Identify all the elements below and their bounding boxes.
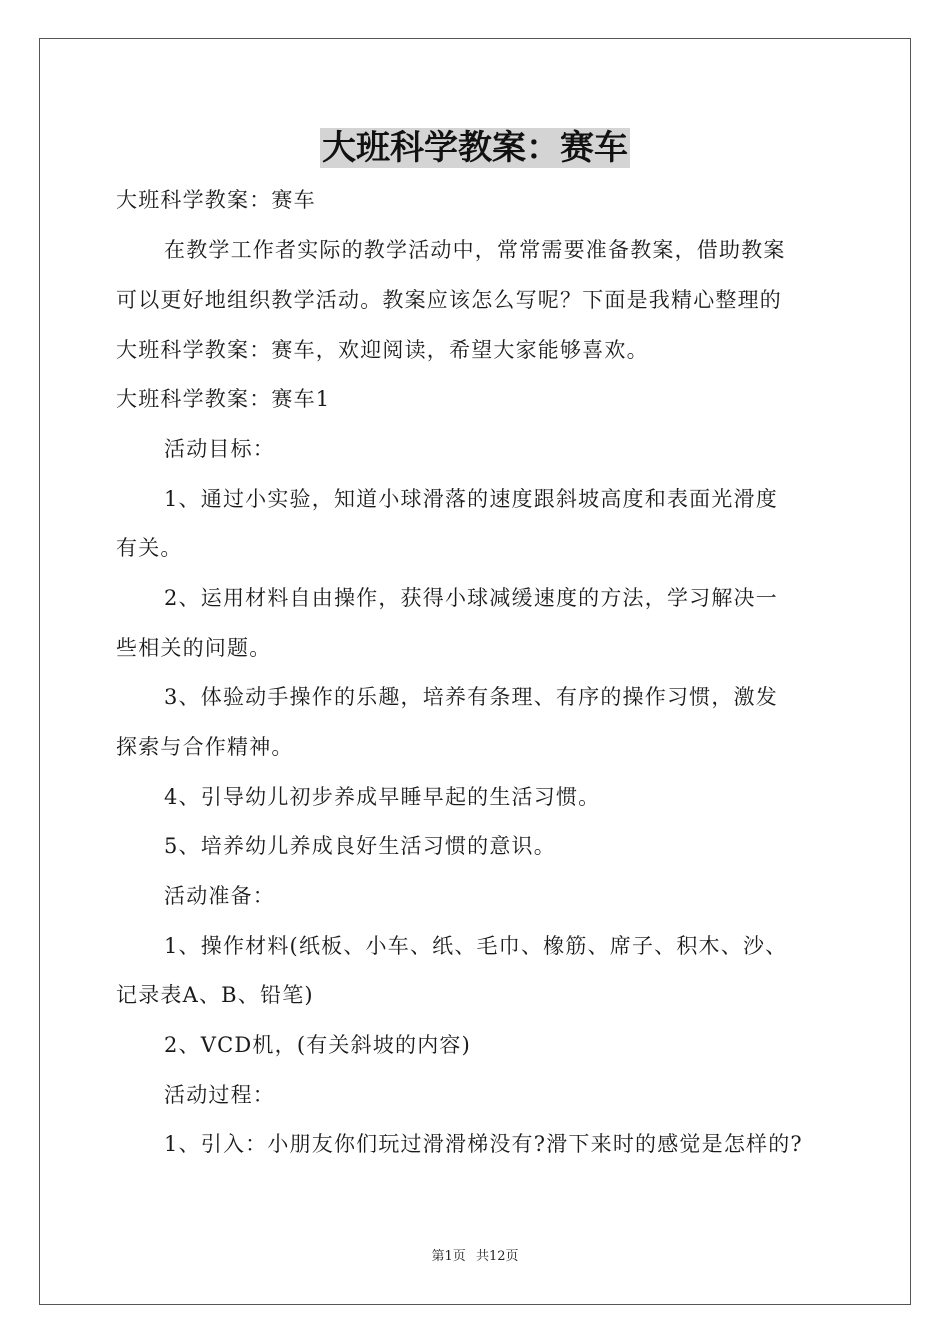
goals-heading: 活动目标： (164, 437, 275, 461)
goal-1-line-2: 有关。 (116, 536, 183, 560)
doc-subtitle: 大班科学教案：赛车 (116, 188, 316, 212)
goal-3-line-2: 探索与合作精神。 (116, 735, 294, 759)
goal-2-line-1: 2、运用材料自由操作，获得小球减缓速度的方法，学习解决一 (164, 586, 778, 610)
goal-2-line-2: 些相关的问题。 (116, 636, 272, 660)
goal-5: 5、培养幼儿养成良好生活习惯的意识。 (164, 834, 556, 858)
document-title: 大班科学教案：赛车 (322, 128, 628, 168)
page-footer (0, 1248, 950, 1266)
process-1: 1、引入：小朋友你们玩过滑滑梯没有?滑下来时的感觉是怎样的? (164, 1132, 803, 1156)
intro-line-1: 在教学工作者实际的教学活动中，常常需要准备教案，借助教案 (164, 238, 786, 262)
prep-1-line-2: 记录表A、B、铅笔) (116, 983, 314, 1007)
page-total: 共12页 (475, 1249, 519, 1264)
goal-1-line-1: 1、通过小实验，知道小球滑落的速度跟斜坡高度和表面光滑度 (164, 487, 778, 511)
intro-line-3: 大班科学教案：赛车，欢迎阅读，希望大家能够喜欢。 (116, 338, 649, 362)
prep-heading: 活动准备： (164, 884, 275, 908)
page-border (39, 38, 911, 1305)
page-number: 第1页 (431, 1249, 466, 1264)
goal-3-line-1: 3、体验动手操作的乐趣，培养有条理、有序的操作习惯，激发 (164, 685, 778, 709)
goal-4: 4、引导幼儿初步养成早睡早起的生活习惯。 (164, 785, 601, 809)
process-heading: 活动过程： (164, 1083, 275, 1107)
title-wrap (0, 128, 950, 168)
prep-1-line-1: 1、操作材料(纸板、小车、纸、毛巾、橡筋、席子、积木、沙、 (164, 934, 788, 958)
prep-2: 2、VCD机，(有关斜坡的内容) (164, 1033, 472, 1057)
section-heading: 大班科学教案：赛车1 (116, 387, 331, 411)
intro-line-2: 可以更好地组织教学活动。教案应该怎么写呢？下面是我精心整理的 (116, 288, 782, 312)
